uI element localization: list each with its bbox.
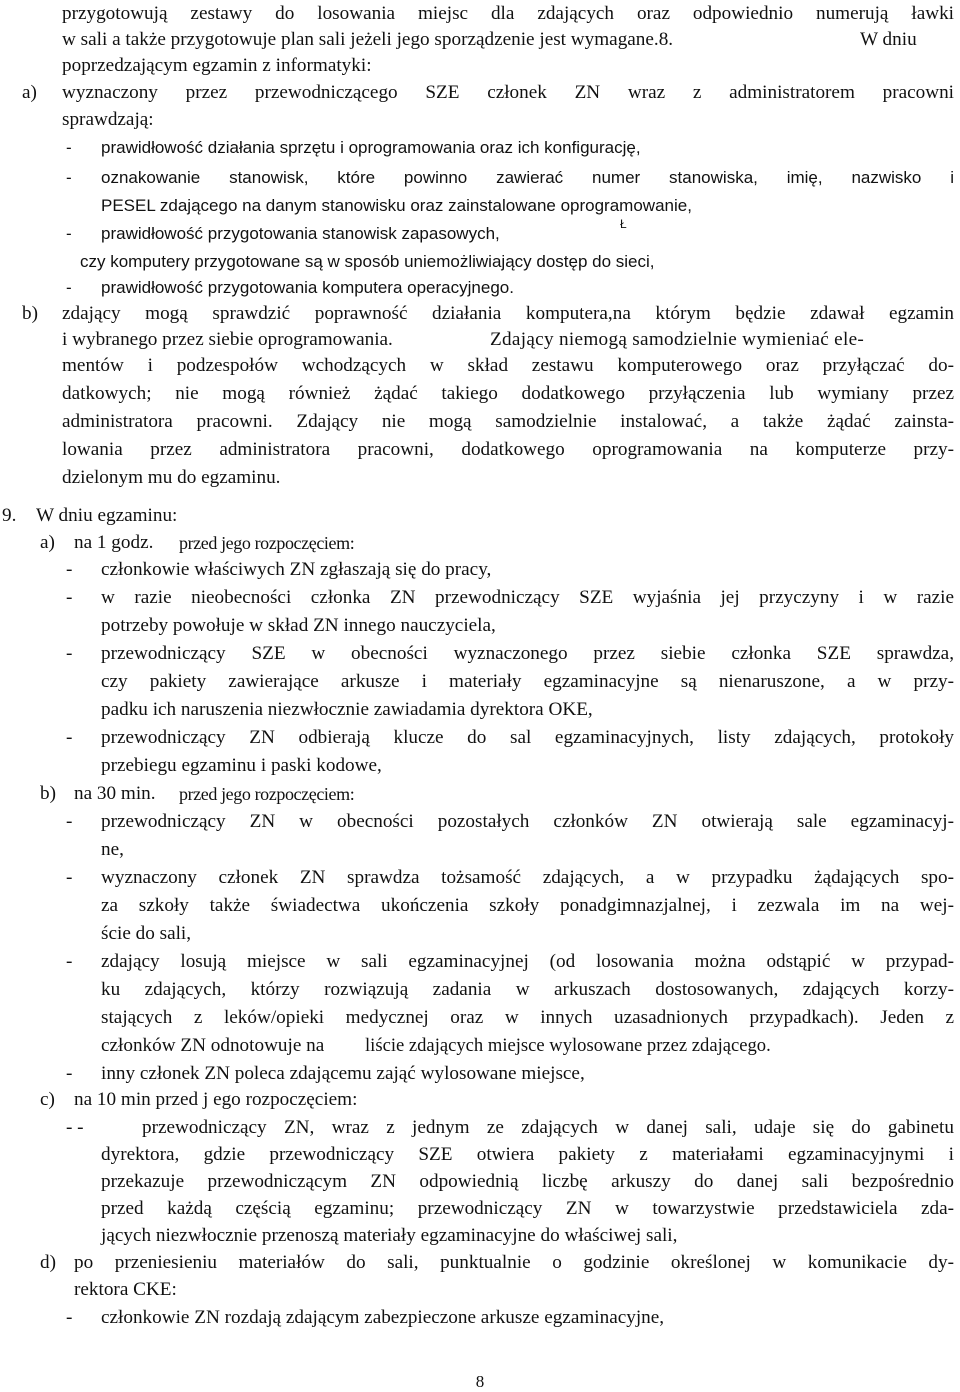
text-line: ne, (101, 839, 124, 860)
text-line: wyznaczony członek ZN sprawdza tożsamość zdających, a w przypadku żądających spo- (101, 867, 954, 888)
text-line: lowania przez administratora pracowni, dodatkowego oprogramowania na komputerze przy- (62, 439, 954, 460)
text-line: W dniu (860, 29, 917, 50)
list-marker: - (66, 727, 73, 748)
text-line: dzielonym mu do egzaminu. (62, 467, 281, 488)
list-marker: - (66, 168, 72, 187)
list-marker: d) (40, 1252, 56, 1273)
text-line: zdający losują miejsce w sali egzaminacyjnej (od losowania można odstąpić w przypad- (101, 951, 954, 972)
text-line: wyznaczony przez przewodniczącego SZE członek ZN wraz z administratorem pracowni (62, 82, 954, 103)
list-marker: - (66, 587, 73, 608)
list-marker: - (66, 951, 73, 972)
text-line: liście zdających miejsce wylosowane przez zdającego. (365, 1035, 771, 1056)
text-line: dyrektora, gdzie przewodniczący SZE otwiera pakiety z materiałami egzaminacyjnymi i (101, 1144, 954, 1165)
list-marker: - (66, 643, 73, 664)
text-line: mentów i podzespołów wchodzących w skład zestawu komputerowego oraz przyłączać do- (62, 355, 954, 376)
text-line: przewodniczący ZN odbierają klucze do sal egzaminacyjnych, listy zdających, protokoły (101, 727, 954, 748)
text-line: przed każdą częścią egzaminu; przewodniczący ZN w towarzystwie przedstawiciela zda- (101, 1198, 954, 1219)
list-marker: - (66, 811, 73, 832)
text-line: rektora CKE: (74, 1279, 177, 1300)
text-line: przebiegu egzaminu i paski kodowe, (101, 755, 382, 776)
text-line: członkowie właściwych ZN zgłaszają się do pracy, (101, 559, 492, 580)
text-line: padku ich naruszenia niezwłocznie zawiadamia dyrektora OKE, (101, 699, 593, 720)
text-line: inny członek ZN poleca zdającemu zająć wylosowane miejsce, (101, 1063, 585, 1084)
text-line: oznakowanie stanowisk, które powinno zawierać numer stanowiska, imię, nazwisko i (101, 168, 954, 187)
text-line: czy komputery przygotowane są w sposób uniemożliwiający dostęp do sieci, (80, 252, 655, 271)
text-line: przed jego rozpoczęciem: (179, 784, 355, 804)
list-marker: - (66, 138, 72, 157)
text-line: w razie nieobecności członka ZN przewodniczący SZE wyjaśnia jej przyczyny i w razie (101, 587, 954, 608)
text-line: stających z leków/opieki medycznej oraz w innych uzasadnionych przypadkach). Jeden z (101, 1007, 954, 1028)
text-line: i wybranego przez siebie oprogramowania. (62, 329, 393, 350)
list-marker: - (66, 278, 72, 297)
text-line: poprzedzającym egzamin z informatyki: (62, 55, 372, 76)
text-line: w sali a także przygotowuje plan sali jeżeli jego sporządzenie jest wymagane.8. (62, 29, 674, 50)
text-line: prawidłowość przygotowania komputera operacyjnego. (101, 278, 514, 297)
text-line: przewodniczący ZN, wraz z jednym ze zdających w danej sali, udaje się do gabinetu (142, 1117, 954, 1138)
text-line: jących niezwłocznie przenoszą materiały egzaminacyjne do właściwej sali, (101, 1225, 678, 1246)
text-line: PESEL zdającego na danym stanowisku oraz zainstalowane oprogramowanie, (101, 196, 692, 215)
list-marker: - (66, 559, 73, 580)
text-line: przewodniczący ZN w obecności pozostałych członków ZN otwierają sale egzaminacyj- (101, 811, 954, 832)
text-line: sprawdzają: (62, 109, 154, 130)
section-number: 9. (2, 505, 17, 526)
text-line: potrzeby powołuje w skład ZN innego nauczyciela, (101, 615, 496, 636)
page-number: 8 (475, 1372, 485, 1391)
list-marker: - (66, 1307, 73, 1328)
text-line: przed jego rozpoczęciem: (179, 533, 355, 553)
list-marker: c) (40, 1089, 55, 1110)
list-marker: b) (40, 783, 56, 804)
text-line: przekazuje przewodniczącym ZN odpowiednią liczbę arkuszy do danej sali bezpośrednio (101, 1171, 954, 1192)
text-line: prawidłowość przygotowania stanowisk zapasowych, (101, 224, 500, 243)
text-line: na 30 min. (74, 783, 156, 804)
text-line: czy pakiety zawierające arkusze i materiały egzaminacyjne są nienaruszone, a w przy- (101, 671, 954, 692)
list-marker: - (66, 1063, 73, 1084)
text-line: przygotowują zestawy do losowania miejsc dla zdających oraz odpowiednio numerują ławki (62, 3, 954, 24)
text-line: administratora pracowni. Zdający nie mogą samodzielnie instalować, a także żądać zainsta- (62, 411, 954, 432)
text-line: na 1 godz. (74, 532, 154, 553)
list-marker: - - (66, 1117, 84, 1138)
list-marker: a) (40, 532, 55, 553)
text-line: zdający mogą sprawdzić poprawność działania komputera,na którym będzie zdawał egzamin (62, 303, 954, 324)
text-line: prawidłowość działania sprzętu i oprogramowania oraz ich konfigurację, (101, 138, 641, 157)
text-line: przewodniczący SZE w obecności wyznaczonego przez siebie członka SZE sprawdza, (101, 643, 954, 664)
text-line: członkowie ZN rozdają zdającym zabezpieczone arkusze egzaminacyjne, (101, 1307, 665, 1328)
text-line: Zdający niemogą samodzielnie wymieniać ele- (490, 329, 865, 350)
text-line: za szkoły także świadectwa ukończenia szkoły ponadgimnazjalnej, i zezwala im na wej- (101, 895, 954, 916)
stray-mark: Ł (620, 217, 627, 231)
list-marker: - (66, 867, 73, 888)
list-marker: a) (22, 82, 37, 103)
text-line: na 10 min przed j ego rozpoczęciem: (74, 1089, 358, 1110)
section-heading: W dniu egzaminu: (36, 505, 178, 526)
text-line: ku zdających, którzy rozwiązują zadania w arkuszach dostosowanych, zdających korzy- (101, 979, 954, 1000)
text-line: po przeniesieniu materiałów do sali, punktualnie o godzinie określonej w komunikacie dy- (74, 1252, 954, 1273)
list-marker: - (66, 224, 72, 243)
text-line: ście do sali, (101, 923, 192, 944)
text-line: datkowych; nie mogą również żądać takiego dodatkowego przyłączenia lub wymiany przez (62, 383, 954, 404)
list-marker: b) (22, 303, 38, 324)
text-line: członków ZN odnotowuje na (101, 1035, 325, 1056)
